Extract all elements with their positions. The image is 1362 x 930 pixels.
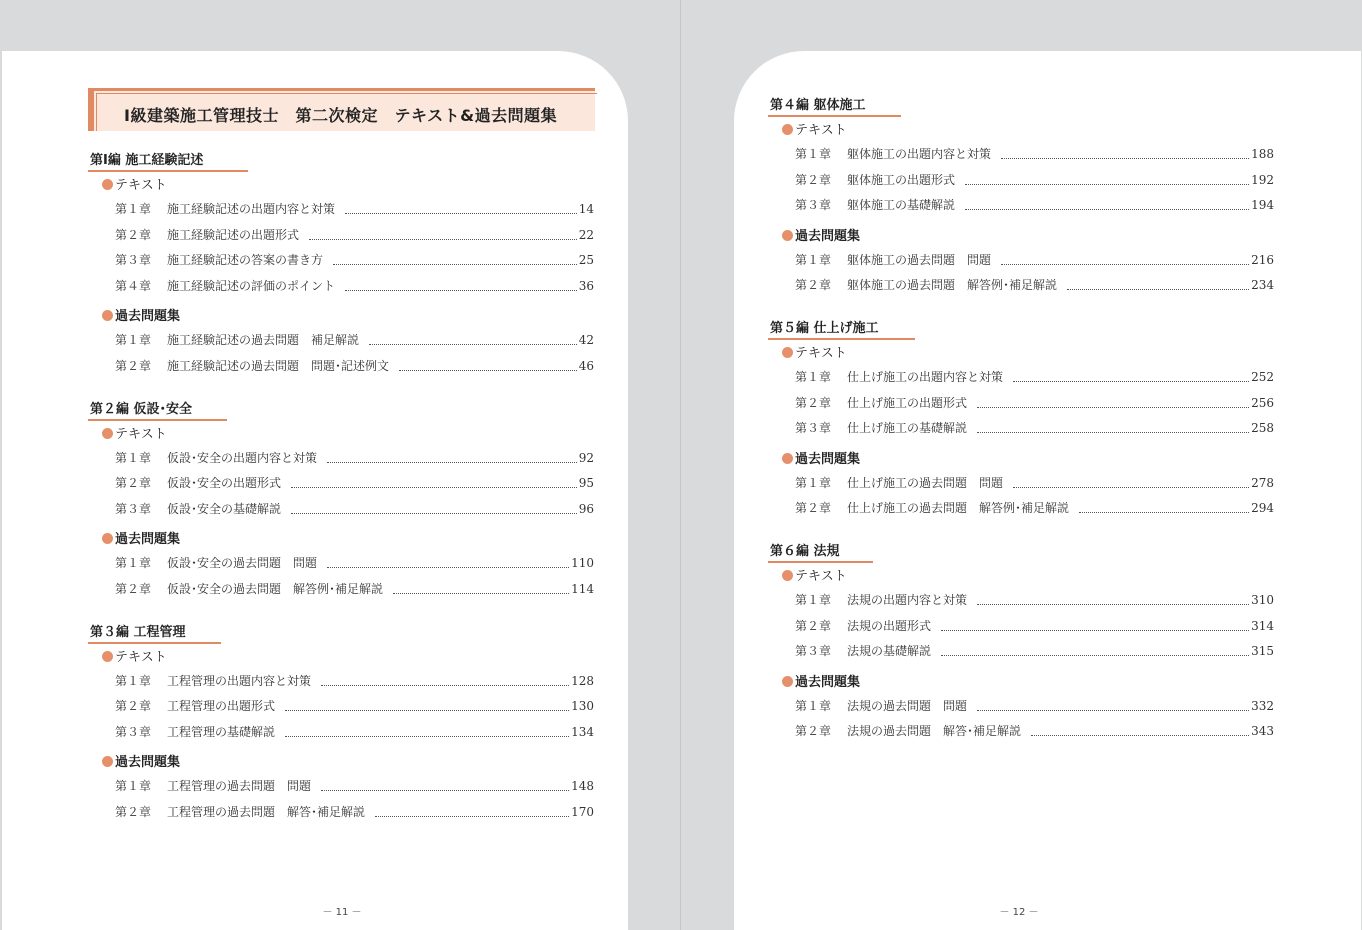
part-title: [88, 621, 188, 642]
section-heading-text: 過去問題集: [115, 309, 181, 325]
page-ref: 258: [1251, 421, 1274, 436]
section-heading: [102, 305, 180, 324]
dot-leader: [369, 343, 577, 345]
toc-entry[interactable]: [115, 200, 594, 218]
bullet-dot-icon: [102, 179, 113, 190]
chapter-number: 第１章: [115, 202, 152, 216]
part-title: [768, 94, 868, 115]
page-ref: 148: [571, 779, 594, 794]
chapter-number: 第２章: [795, 501, 832, 516]
chapter-title: 仕上げ施工の出題形式: [847, 395, 968, 410]
chapter-title: 法規の基礎解説: [847, 644, 932, 659]
part-title-underline: [88, 642, 221, 644]
chapter-title: 仮設･安全の過去問題 問題: [167, 556, 318, 571]
chapter-number: 第２章: [795, 724, 832, 739]
dot-leader: [345, 212, 577, 214]
page-ref: 216: [1251, 252, 1274, 267]
bullet-dot-icon: [102, 651, 113, 662]
toc-entry[interactable]: [795, 722, 1274, 740]
chapter-number: 第２章: [115, 476, 152, 491]
part-title-text: 第２編 仮設･安全: [90, 401, 193, 417]
page-ref: 95: [578, 476, 594, 491]
dot-leader: [941, 629, 1249, 631]
chapter-title: 躯体施工の基礎解説: [847, 198, 956, 213]
toc-entry[interactable]: [795, 251, 1274, 269]
bullet-dot-icon: [102, 533, 113, 544]
chapter-number: 第３章: [115, 253, 152, 268]
page-ref: 170: [571, 805, 594, 819]
page-ref: 294: [1251, 501, 1274, 516]
dot-leader: [1001, 157, 1249, 159]
page-ref: 110: [571, 556, 594, 571]
bullet-dot-icon: [782, 124, 793, 135]
dot-leader: [327, 566, 569, 568]
page-ref: 310: [1251, 593, 1274, 607]
chapter-title: 躯体施工の過去問題 問題: [847, 252, 992, 267]
toc-entry[interactable]: [115, 251, 594, 269]
chapter-number: 第２章: [115, 227, 152, 242]
section-heading-text: テキスト: [115, 649, 167, 665]
toc-entry[interactable]: [115, 672, 594, 690]
section-heading-text: テキスト: [795, 123, 847, 138]
toc-entry[interactable]: [795, 419, 1274, 437]
page-ref: 343: [1251, 724, 1274, 739]
chapter-number: 第１章: [795, 147, 832, 161]
dot-leader: [321, 684, 569, 686]
page-ref: 114: [571, 582, 594, 596]
toc-entry[interactable]: [795, 499, 1274, 517]
chapter-title: 工程管理の過去問題 問題: [167, 779, 312, 794]
page-ref: 14: [578, 202, 594, 216]
chapter-title: 躯体施工の過去問題 解答例･補足解説: [847, 278, 1058, 293]
chapter-number: 第１章: [795, 370, 832, 384]
section-heading-text: 過去問題集: [115, 755, 181, 771]
bullet-dot-icon: [782, 347, 793, 358]
bullet-dot-icon: [102, 310, 113, 321]
page-ref: 256: [1251, 395, 1274, 410]
section-heading-text: 過去問題集: [795, 451, 861, 467]
page-ref: 22: [578, 227, 594, 242]
toc-entry[interactable]: [795, 591, 1274, 609]
section-heading: [102, 174, 167, 193]
page-ref: 130: [571, 699, 594, 714]
chapter-number: 第２章: [795, 395, 832, 410]
toc-entry[interactable]: [115, 331, 594, 349]
page-ref: 96: [578, 501, 594, 516]
dot-leader: [1031, 734, 1249, 736]
page-ref: 252: [1251, 370, 1274, 384]
chapter-title: 仕上げ施工の過去問題 解答例･補足解説: [847, 501, 1070, 516]
toc-entry[interactable]: [115, 723, 594, 741]
toc-entry[interactable]: [115, 580, 594, 598]
dot-leader: [285, 709, 569, 711]
dot-leader: [977, 431, 1249, 433]
toc-entry[interactable]: [795, 196, 1274, 214]
toc-entry[interactable]: [795, 697, 1274, 715]
part-title-underline: [88, 419, 227, 421]
chapter-title: 施工経験記述の過去問題 補足解説: [167, 333, 360, 348]
chapter-number: 第２章: [115, 582, 152, 596]
toc-entry[interactable]: [795, 617, 1274, 635]
part-title: [768, 317, 881, 338]
toc-entry[interactable]: [115, 500, 594, 518]
part-title: [768, 540, 842, 561]
bullet-dot-icon: [782, 453, 793, 464]
chapter-title: 施工経験記述の評価のポイント: [167, 278, 336, 293]
dot-leader: [1013, 380, 1249, 382]
chapter-title: 法規の過去問題 問題: [847, 698, 968, 713]
dot-leader: [291, 486, 577, 488]
dot-leader: [965, 208, 1249, 210]
right-page: [734, 51, 1361, 930]
dot-leader: [1067, 288, 1249, 290]
dot-leader: [1001, 263, 1249, 265]
toc-entry[interactable]: [115, 803, 594, 821]
dot-leader: [321, 789, 569, 791]
section-heading-text: 過去問題集: [795, 228, 861, 244]
dot-leader: [375, 815, 569, 817]
chapter-title: 仕上げ施工の出題内容と対策: [847, 370, 1004, 384]
chapter-title: 法規の出題形式: [847, 618, 932, 633]
chapter-number: 第３章: [795, 421, 832, 436]
section-heading: [782, 119, 847, 138]
toc-entry[interactable]: [795, 642, 1274, 660]
toc-entry[interactable]: [115, 777, 594, 795]
chapter-number: 第１章: [795, 698, 832, 713]
left-page: [2, 51, 628, 930]
toc-entry[interactable]: [795, 474, 1274, 492]
part-title-underline: [768, 338, 915, 340]
chapter-number: 第２章: [115, 699, 152, 714]
section-heading: [102, 528, 180, 547]
chapter-number: 第１章: [115, 333, 152, 348]
page-ref: 134: [571, 724, 594, 739]
page-number: － 11 －: [322, 907, 362, 918]
toc-entry[interactable]: [795, 171, 1274, 189]
page-ref: 188: [1251, 147, 1274, 161]
bullet-dot-icon: [102, 756, 113, 767]
chapter-number: 第１章: [115, 450, 152, 465]
toc-entry[interactable]: [115, 697, 594, 715]
page-ref: 194: [1251, 198, 1274, 213]
section-heading: [102, 423, 167, 442]
chapter-title: 躯体施工の出題内容と対策: [847, 147, 992, 161]
page-ref: 278: [1251, 475, 1274, 490]
chapter-title: 法規の過去問題 解答･補足解説: [847, 724, 1022, 739]
dot-leader: [1013, 486, 1249, 488]
toc-entry[interactable]: [115, 277, 594, 295]
chapter-title: 仮設･安全の出題形式: [167, 476, 282, 491]
chapter-number: 第３章: [795, 198, 832, 213]
dot-leader: [285, 735, 569, 737]
chapter-title: 施工経験記述の出題形式: [167, 227, 300, 242]
part-title-text: 第６編 法規: [770, 544, 840, 559]
page-ref: 315: [1251, 644, 1274, 659]
part-title-text: 第５編 仕上げ施工: [770, 321, 879, 336]
part-title-underline: [768, 561, 873, 563]
toc-entry[interactable]: [115, 357, 594, 375]
page-ref: 25: [578, 253, 594, 268]
bullet-dot-icon: [782, 230, 793, 241]
chapter-title: 仮設･安全の出題内容と対策: [167, 450, 318, 465]
chapter-number: 第２章: [115, 359, 152, 373]
dot-leader: [393, 592, 569, 594]
section-heading-text: 過去問題集: [795, 674, 861, 690]
section-heading-text: テキスト: [795, 346, 847, 361]
dot-leader: [333, 263, 577, 265]
part-title: [88, 398, 194, 419]
bullet-dot-icon: [782, 676, 793, 687]
section-heading: [782, 671, 860, 690]
section-heading: [102, 751, 180, 770]
chapter-number: 第１章: [115, 556, 152, 571]
chapter-number: 第２章: [115, 805, 152, 819]
dot-leader: [977, 709, 1249, 711]
dot-leader: [291, 512, 577, 514]
chapter-title: 工程管理の出題形式: [167, 699, 276, 714]
part-title-text: 第４編 躯体施工: [770, 98, 866, 113]
chapter-number: 第１章: [795, 252, 832, 267]
dot-leader: [977, 406, 1249, 408]
dot-leader: [977, 603, 1249, 605]
chapter-title: 法規の出題内容と対策: [847, 593, 968, 607]
book-title: Ⅰ級建築施工管理技士 第二次検定 テキスト&過去問題集: [124, 106, 558, 125]
chapter-title: 仕上げ施工の過去問題 問題: [847, 475, 1004, 490]
bullet-dot-icon: [782, 570, 793, 581]
book-gutter: [628, 0, 734, 930]
section-heading-text: テキスト: [795, 569, 847, 584]
chapter-number: 第１章: [115, 779, 152, 794]
toc-entry[interactable]: [795, 276, 1274, 294]
chapter-number: 第２章: [795, 618, 832, 633]
part-title-underline: [768, 115, 901, 117]
section-heading-text: テキスト: [115, 178, 167, 193]
chapter-number: 第２章: [795, 172, 832, 187]
chapter-number: 第２章: [795, 278, 832, 293]
chapter-title: 工程管理の基礎解説: [167, 724, 276, 739]
section-heading-text: 過去問題集: [115, 532, 181, 548]
dot-leader: [345, 289, 577, 291]
page-ref: 192: [1251, 172, 1274, 187]
part-title: [88, 149, 205, 170]
page-ref: 46: [578, 359, 594, 373]
page-ref: 92: [578, 450, 594, 465]
chapter-title: 仮設･安全の過去問題 解答例･補足解説: [167, 582, 384, 596]
chapter-title: 施工経験記述の過去問題 問題･記述例文: [167, 359, 390, 373]
section-heading-text: テキスト: [115, 426, 167, 442]
chapter-title: 工程管理の過去問題 解答･補足解説: [167, 805, 366, 819]
chapter-number: 第１章: [795, 593, 832, 607]
section-heading: [782, 565, 847, 584]
section-heading: [782, 448, 860, 467]
toc-entry[interactable]: [795, 145, 1274, 163]
chapter-title: 仕上げ施工の基礎解説: [847, 421, 968, 436]
dot-leader: [941, 654, 1249, 656]
section-heading: [782, 342, 847, 361]
toc-entry[interactable]: [795, 394, 1274, 412]
chapter-number: 第１章: [115, 673, 152, 688]
chapter-number: 第４章: [115, 278, 152, 293]
chapter-title: 躯体施工の出題形式: [847, 172, 956, 187]
page-ref: 314: [1251, 618, 1274, 633]
dot-leader: [965, 183, 1249, 185]
page-ref: 42: [578, 333, 594, 348]
chapter-number: 第３章: [115, 724, 152, 739]
chapter-number: 第３章: [795, 644, 832, 659]
dot-leader: [327, 461, 577, 463]
page-number: － 12 －: [999, 907, 1039, 918]
page-ref: 36: [578, 278, 594, 293]
toc-entry[interactable]: [115, 449, 594, 467]
part-title-text: 第３編 工程管理: [90, 624, 186, 640]
book-title-box: [88, 88, 595, 131]
part-title-underline: [88, 170, 248, 172]
page-ref: 128: [571, 673, 594, 688]
chapter-title: 工程管理の出題内容と対策: [167, 673, 312, 688]
section-heading: [782, 225, 860, 244]
page-ref: 332: [1251, 698, 1274, 713]
part-title-text: 第Ⅰ編 施工経験記述: [90, 153, 204, 168]
chapter-title: 仮設･安全の基礎解説: [167, 501, 282, 516]
dot-leader: [1079, 511, 1249, 513]
toc-entry[interactable]: [115, 226, 594, 244]
chapter-number: 第１章: [795, 475, 832, 490]
dot-leader: [399, 369, 577, 371]
chapter-title: 施工経験記述の出題内容と対策: [167, 202, 336, 216]
toc-entry[interactable]: [115, 554, 594, 572]
chapter-title: 施工経験記述の答案の書き方: [167, 253, 324, 268]
dot-leader: [309, 238, 577, 240]
toc-entry[interactable]: [115, 474, 594, 492]
section-heading: [102, 646, 167, 665]
page-ref: 234: [1251, 278, 1274, 293]
chapter-number: 第３章: [115, 501, 152, 516]
bullet-dot-icon: [102, 428, 113, 439]
toc-entry[interactable]: [795, 368, 1274, 386]
